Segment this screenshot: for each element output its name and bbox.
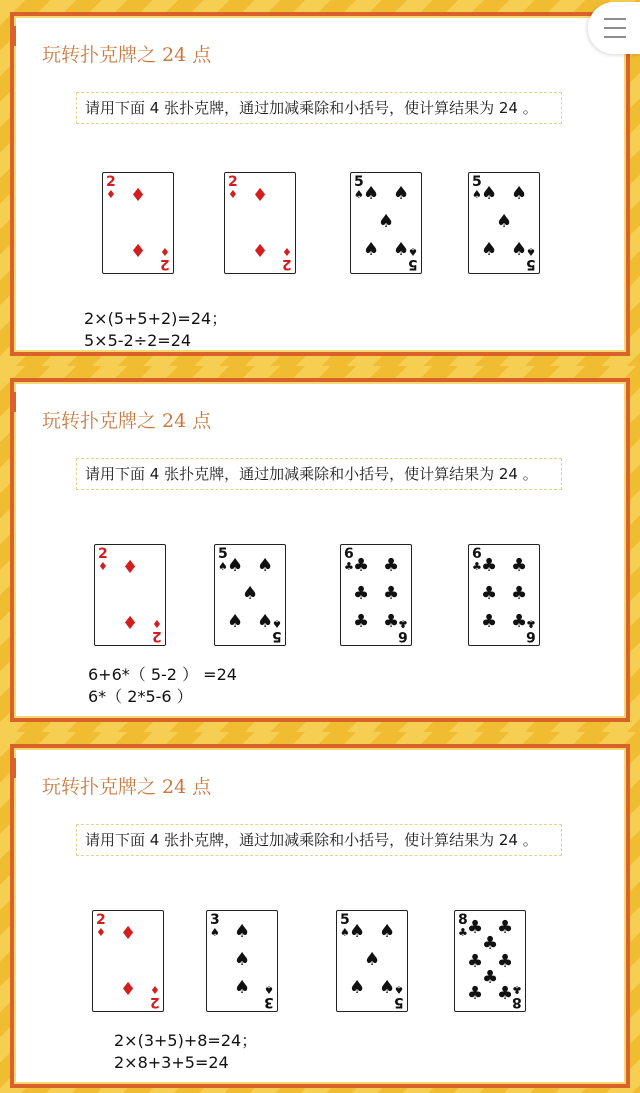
card-rank: 8: [458, 912, 468, 928]
spade-icon: ♠: [496, 211, 513, 232]
playing-card: [350, 172, 422, 274]
club-icon: ♣: [467, 951, 484, 972]
playing-card: [206, 910, 278, 1012]
spade-icon: ♠: [257, 611, 274, 632]
spade-icon: ♠: [234, 977, 251, 998]
club-icon: ♣: [497, 951, 514, 972]
card-rank: 2: [96, 912, 106, 928]
slide-prompt: 请用下面 4 张扑克牌，通过加减乘除和小括号，使计算结果为 24 。: [76, 458, 562, 490]
answer-line: 5×5-2÷2=24: [84, 331, 192, 350]
playing-card: [94, 544, 166, 646]
spade-icon: ♠: [379, 977, 396, 998]
spade-icon: ♠: [364, 949, 381, 970]
spade-icon: ♠: [227, 555, 244, 576]
club-icon: ♣: [526, 617, 536, 630]
spade-icon: ♠: [472, 188, 482, 201]
diamond-icon: ♦: [96, 926, 106, 939]
spade-icon: ♠: [234, 921, 251, 942]
card-rank: 2: [228, 174, 238, 190]
playing-card: [214, 544, 286, 646]
slide-title: 玩转扑克牌之 24 点: [42, 410, 212, 432]
spade-icon: ♠: [349, 921, 366, 942]
card-rank-bottom: 3: [264, 994, 274, 1010]
diamond-icon: ♦: [160, 245, 170, 258]
club-icon: ♣: [497, 917, 514, 938]
club-icon: ♣: [353, 555, 370, 576]
diamond-icon: ♦: [106, 188, 116, 201]
answer-line: 6*（ 2*5-6 ）: [88, 687, 193, 706]
club-icon: ♣: [383, 611, 400, 632]
club-icon: ♣: [497, 983, 514, 1004]
card-rank-bottom: 2: [152, 628, 162, 644]
slide-3: [10, 744, 630, 1088]
club-icon: ♣: [482, 933, 499, 954]
spade-icon: ♠: [511, 239, 528, 260]
spade-icon: ♠: [354, 188, 364, 201]
spade-icon: ♠: [511, 183, 528, 204]
card-rank: 5: [472, 174, 482, 190]
spade-icon: ♠: [394, 983, 404, 996]
club-icon: ♣: [511, 611, 528, 632]
playing-card: [92, 910, 164, 1012]
diamond-icon: ♦: [152, 617, 162, 630]
slide-title: 玩转扑克牌之 24 点: [42, 776, 212, 798]
spade-icon: ♠: [227, 611, 244, 632]
slide-prompt: 请用下面 4 张扑克牌，通过加减乘除和小括号，使计算结果为 24 。: [76, 824, 562, 856]
spade-icon: ♠: [210, 926, 220, 939]
diamond-icon: ♦: [130, 241, 147, 262]
card-rank: 5: [218, 546, 228, 562]
spade-icon: ♠: [526, 245, 536, 258]
playing-card: [340, 544, 412, 646]
slide-tab-marker: [10, 26, 16, 46]
card-rank-bottom: 2: [150, 994, 160, 1010]
club-icon: ♣: [472, 560, 482, 573]
spade-icon: ♠: [393, 239, 410, 260]
slide-1: [10, 12, 630, 356]
card-rank-bottom: 2: [160, 256, 170, 272]
card-rank: 5: [340, 912, 350, 928]
card-rank-bottom: 5: [526, 256, 536, 272]
diamond-icon: ♦: [252, 185, 269, 206]
playing-card: [468, 172, 540, 274]
diamond-icon: ♦: [252, 241, 269, 262]
playing-card: [224, 172, 296, 274]
club-icon: ♣: [398, 617, 408, 630]
club-icon: ♣: [481, 555, 498, 576]
card-rank-bottom: 5: [272, 628, 282, 644]
club-icon: ♣: [458, 926, 468, 939]
spade-icon: ♠: [408, 245, 418, 258]
club-icon: ♣: [344, 560, 354, 573]
playing-card: [102, 172, 174, 274]
spade-icon: ♠: [481, 183, 498, 204]
club-icon: ♣: [512, 983, 522, 996]
spade-icon: ♠: [363, 239, 380, 260]
diamond-icon: ♦: [122, 613, 139, 634]
spade-icon: ♠: [349, 977, 366, 998]
club-icon: ♣: [383, 583, 400, 604]
spade-icon: ♠: [257, 555, 274, 576]
slide-tab-marker: [10, 758, 16, 778]
spade-icon: ♠: [378, 211, 395, 232]
diamond-icon: ♦: [120, 923, 137, 944]
card-rank: 2: [106, 174, 116, 190]
spade-icon: ♠: [379, 921, 396, 942]
club-icon: ♣: [467, 983, 484, 1004]
diamond-icon: ♦: [122, 557, 139, 578]
card-rank: 5: [354, 174, 364, 190]
menu-button[interactable]: [588, 2, 640, 54]
card-rank-bottom: 6: [398, 628, 408, 644]
card-rank: 2: [98, 546, 108, 562]
diamond-icon: ♦: [228, 188, 238, 201]
answer-line: 2×8+3+5=24: [114, 1053, 229, 1072]
diamond-icon: ♦: [130, 185, 147, 206]
club-icon: ♣: [481, 583, 498, 604]
club-icon: ♣: [482, 967, 499, 988]
slide-2: [10, 378, 630, 722]
answer-line: 2×(3+5)+8=24；: [114, 1031, 258, 1050]
club-icon: ♣: [511, 583, 528, 604]
club-icon: ♣: [353, 583, 370, 604]
card-rank-bottom: 5: [394, 994, 404, 1010]
spade-icon: ♠: [272, 617, 282, 630]
club-icon: ♣: [467, 917, 484, 938]
card-rank-bottom: 8: [512, 994, 522, 1010]
spade-icon: ♠: [264, 983, 274, 996]
card-rank: 3: [210, 912, 220, 928]
spade-icon: ♠: [340, 926, 350, 939]
playing-card: [468, 544, 540, 646]
club-icon: ♣: [353, 611, 370, 632]
club-icon: ♣: [481, 611, 498, 632]
spade-icon: ♠: [242, 583, 259, 604]
spade-icon: ♠: [363, 183, 380, 204]
playing-card: [454, 910, 526, 1012]
spade-icon: ♠: [218, 560, 228, 573]
spade-icon: ♠: [393, 183, 410, 204]
answer-line: 6+6*（ 5-2 ） =24: [88, 665, 237, 684]
diamond-icon: ♦: [150, 983, 160, 996]
diamond-icon: ♦: [282, 245, 292, 258]
card-rank: 6: [344, 546, 354, 562]
club-icon: ♣: [383, 555, 400, 576]
spade-icon: ♠: [234, 949, 251, 970]
answer-line: 2×(5+5+2)=24；: [84, 309, 228, 328]
card-rank: 6: [472, 546, 482, 562]
diamond-icon: ♦: [120, 979, 137, 1000]
slide-prompt: 请用下面 4 张扑克牌，通过加减乘除和小括号，使计算结果为 24 。: [76, 92, 562, 124]
spade-icon: ♠: [481, 239, 498, 260]
club-icon: ♣: [511, 555, 528, 576]
slide-tab-marker: [10, 392, 16, 412]
card-rank-bottom: 5: [408, 256, 418, 272]
playing-card: [336, 910, 408, 1012]
card-rank-bottom: 2: [282, 256, 292, 272]
card-rank-bottom: 6: [526, 628, 536, 644]
slide-title: 玩转扑克牌之 24 点: [42, 44, 212, 66]
diamond-icon: ♦: [98, 560, 108, 573]
